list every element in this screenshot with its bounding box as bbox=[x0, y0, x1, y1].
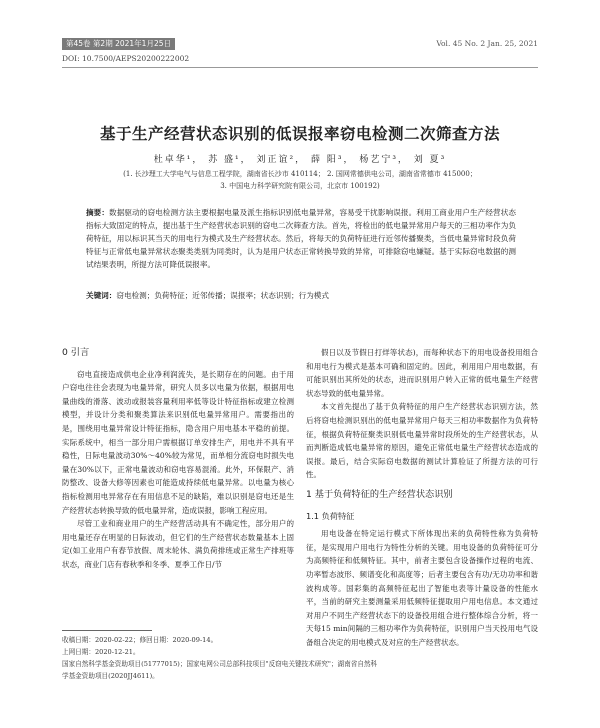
body-paragraph: 本文首先提出了基于负荷特征的用户生产经营状态识别方法，然后将窃电检测识别出的低电量异常用户每天三相功率数据作为负荷特征，根据负荷特征聚类识别低电量异常时段所处的生产经营状态，从而判断造成低电量异常的原因，避免正常低电量生产经营状态造成的误报。最后，结合实际窃电数据的测试计算验证了所提方法的可行性。 bbox=[306, 402, 538, 480]
right-column bbox=[306, 346, 538, 649]
abstract-text: 数据驱动的窃电检测方法主要根据电量及派生指标识别低电量异常，容易受干扰影响误报。利用工商业用户生产经营状态指标大致固定的特点，提出基于生产经营状态识别的窃电二次筛查方法。首先，将检出的低电量异常用户每天的三相功率作为负荷特征，用以标识其当天的用电行为模式及生产经营状态。然后，将每天的负荷特征进行近邻传播聚类，当低电量异常时段负荷特征与正常低电量异常状态聚类类别为同类时，认为是用户状态正常转换导致的异常，可排除窃电嫌疑。基于实际窃电数据的测试结果表明，所提方法可降低误报率。 bbox=[86, 208, 517, 269]
header-rule bbox=[62, 67, 538, 68]
body-paragraph: 尽管工业和商业用户的生产经营活动具有不确定性，部分用户的用电量还存在明显的日际波动，但它们的生产经营状态数量基本上固定(如工业用户有春节放假、周末轮休、满负荷排班或正常生产排班等状态，商业门店有春秋季和冬季、夏季工作日/节 bbox=[62, 519, 294, 569]
footnotes bbox=[62, 634, 378, 682]
running-header bbox=[62, 38, 538, 50]
section-heading: 1 基于负荷特征的生产经营状态识别 bbox=[306, 488, 453, 500]
abstract-label: 摘要： bbox=[86, 208, 110, 217]
paper-title: 基于生产经营状态识别的低误报率窃电检测二次筛查方法 bbox=[99, 125, 500, 143]
keywords bbox=[86, 289, 516, 302]
footnote-line: 国家自然科学基金资助项目(51777015)；国家电网公司总部科技项目"反窃电关键技术研究"；湖南省自然科 bbox=[62, 660, 378, 668]
footnote-line: 收稿日期：2020-02-22；修回日期：2020-09-14。 bbox=[62, 636, 218, 644]
affiliation-line: 3. 中国电力科学研究院有限公司，北京市 100192) bbox=[220, 182, 380, 190]
footnote-rule bbox=[62, 630, 152, 631]
footnote-line: 上网日期：2020-12-21。 bbox=[62, 648, 140, 656]
volume-info: Vol. 45 No. 2 Jan. 25, 2021 bbox=[436, 39, 538, 48]
journal-issue-badge: 第45卷 第2期 2021年1月25日 bbox=[62, 38, 175, 50]
left-column bbox=[62, 340, 294, 572]
keywords-text: 窃电检测；负荷特征；近邻传播；误报率；状态识别；行为模式 bbox=[116, 291, 329, 300]
section-heading: 0 引言 bbox=[62, 347, 90, 358]
subsection-heading: 1.1 负荷特征 bbox=[306, 510, 355, 521]
footnote-line: 学基金资助项目(2020JJ4611)。 bbox=[62, 672, 159, 680]
body-paragraph: 用电设备在特定运行模式下所体现出来的负荷特性称为负荷特征，是实现用户用电行为特性分析的关键。用电设备的负荷特征可分为高频特征和低频特征。其中，前者主要包含设备操作过程的电流、功率暂态波形、频谱变化和高度等；后者主要包含有功/无功功率和谐波构成等。国彩集的高频特征起出了智能电表等计量设备的性能水平，当前的研究主要测量采用低频特征提取用户用电信息。本文通过对用户不同生产经营状态下的设备投用组合进行整体综合分析，将一天每15 min间隔的三相功率作为负荷特征，识别用户当天投用电气设备组合决定的用电模式及对应的生产经营状态。 bbox=[306, 529, 538, 647]
author-list: 杜卓华¹， 苏 盛¹， 刘正谊²， 薛 阳³， 杨艺宁³， 刘 夏³ bbox=[153, 155, 447, 165]
keywords-label: 关键词： bbox=[86, 291, 117, 300]
body-paragraph: 窃电直接造成供电企业净利润流失，是长期存在的问题。由于用户窃电往往会表现为电量异常，研究人员多以电量为依据，根据用电量曲线的滑落、波动或报装容量利用率低等设计特征指标或建立检测模型，并设计分类和聚类算法来识别低电量异常用户。需要指出的是，围绕用电量异常设计特征指标，隐含用户用电基本平稳的前提。实际系统中，相当一部分用户需根据订单安排生产，用电并不具有平稳性，日际电量波动30%～40%较为常见，而单相分流窃电时损失电量在30%以下，正常电量波动和窃电容易混淆。此外，环保限产、消防整改、设备大修等因素也可能造成持续低电量异常。以电量为核心指标检测用电异常存在有用信息不足的缺陷，难以识别是窃电还是生产经营状态转换导致的低电量异常，造成误报，影响工程应用。 bbox=[62, 369, 294, 515]
doi: DOI: 10.7500/AEPS20200222002 bbox=[62, 54, 190, 63]
affiliation-line: (1. 长沙理工大学电气与信息工程学院，湖南省长沙市 410114； 2. 国网常德供电公司，湖南省常德市 415000； bbox=[123, 170, 477, 178]
abstract bbox=[86, 206, 516, 271]
body-paragraph: 假日以及节假日打烊等状态)，而每种状态下的用电设备投用组合和用电行为模式是基本可确和固定的。因此，利用用户用电数据，有可能识别出其所处的状态，进而识别用户转入正常的低电量生产经营状态导致的低电量异常。 bbox=[306, 348, 538, 398]
